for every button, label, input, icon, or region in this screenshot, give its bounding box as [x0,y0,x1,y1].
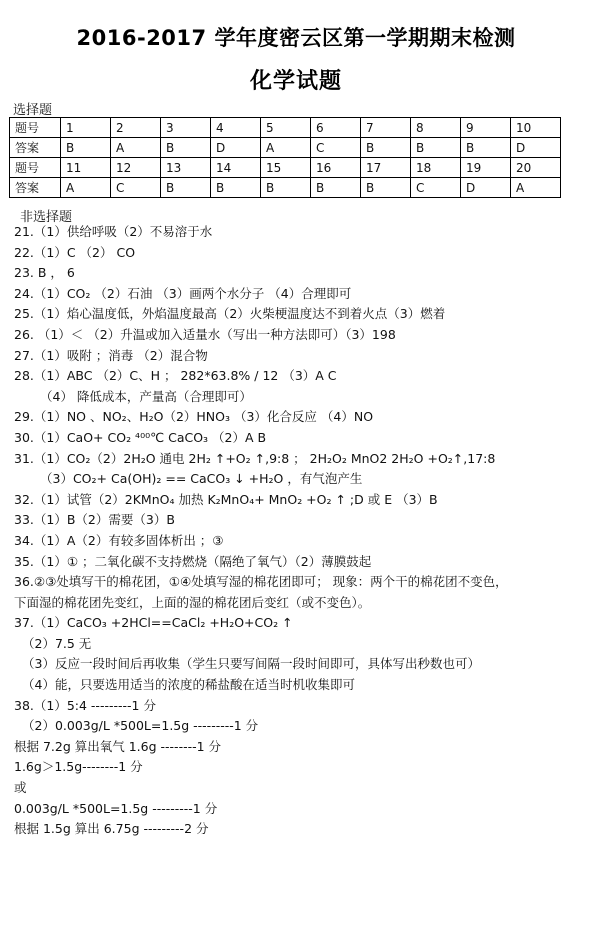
answer-line: 27.（1）吸附 ；消毒 （2）混合物 [14,347,208,363]
answer-line: 26. （1）＜ （2）升温或加入适量水（写出一种方法即可）（3）198 [14,326,396,342]
answer-line: 22.（1）C （2） CO [14,244,136,260]
answer-line: 24.（1）CO₂ （2）石油 （3）画两个水分子 （4）合理即可 [14,285,352,301]
answer-line: 38.（1）5:4 ---------1 分 [14,697,156,713]
answer-line: 根据 7.2g 算出氧气 1.6g --------1 分 [14,738,222,754]
answer-line: （3）CO₂+ Ca(OH)₂ == CaCO₃ ↓ +H₂O ，有气泡产生 [40,471,363,487]
table-cell: B [411,138,461,158]
answer-line: 31.（1）CO₂（2）2H₂O 通电 2H₂ ↑+O₂ ↑,9:8 ； 2H₂O₂ MnO2 2H₂O +O₂↑,17:8 [14,450,496,466]
table-cell: D [511,138,561,158]
table-cell: B [161,178,211,198]
answer-line: 23. B ， 6 [14,265,75,281]
table-cell: B [261,178,311,198]
table-cell: B [161,138,211,158]
table-cell: C [311,138,361,158]
nonchoice-section-label: 非选择题 [20,210,73,225]
table-cell: A [111,138,161,158]
answer-line: （2）7.5 无 [22,635,92,651]
table-cell: 19 [461,158,511,178]
answer-line: 根据 1.5g 算出 6.75g ---------2 分 [14,821,209,837]
table-cell: D [461,178,511,198]
row-header-cell: 答案 [10,178,61,198]
table-cell: 17 [361,158,411,178]
table-cell: D [211,138,261,158]
table-cell: B [461,138,511,158]
answer-line: 37.（1）CaCO₃ +2HCl==CaCl₂ +H₂O+CO₂ ↑ [14,615,293,631]
answer-line: 0.003g/L *500L=1.5g ---------1 分 [14,800,218,816]
table-cell: 10 [511,118,561,138]
table-row [10,178,561,198]
table-cell: B [361,138,411,158]
answer-line: （3）反应一段时间后再收集（学生只要写间隔一段时间即可，具体写出秒数也可） [22,656,480,672]
table-cell: 16 [311,158,361,178]
answer-line: 1.6g＞1.5g--------1 分 [14,759,143,775]
table-cell: 11 [61,158,111,178]
row-header-cell: 题号 [10,118,61,138]
table-cell: 9 [461,118,511,138]
row-header-cell: 答案 [10,138,61,158]
table-cell: 18 [411,158,461,178]
answer-line: 25.（1）焰心温度低，外焰温度最高（2）火柴梗温度达不到着火点（3）燃着 [14,306,446,322]
answer-line: 33.（1）B（2）需要（3）B [14,512,175,528]
table-cell: 14 [211,158,261,178]
page-subtitle: 化学试题 [249,69,342,94]
answer-line: 下面湿的棉花团先变红，上面的湿的棉花团后变红（或不变色）。 [14,594,371,610]
table-cell: 8 [411,118,461,138]
table-cell: A [511,178,561,198]
table-cell: C [411,178,461,198]
table-cell: 7 [361,118,411,138]
answer-line: 或 [14,780,27,796]
answer-line: （2）0.003g/L *500L=1.5g ---------1 分 [22,718,259,734]
answer-line: 30.（1）CaO+ CO₂ ⁴⁰⁰℃ CaCO₃ （2）A B [14,429,267,445]
table-cell: A [61,178,111,198]
table-cell: 5 [261,118,311,138]
answer-line: 21.（1）供给呼吸（2）不易溶于水 [14,224,213,239]
answer-line: 32.（1）试管（2）2KMnO₄ 加热 K₂MnO₄+ MnO₂ +O₂ ↑ ;D 或 E （3）B [14,491,438,507]
row-header-cell: 题号 [10,158,61,178]
table-cell: B [361,178,411,198]
answer-line: 28.（1）ABC （2）C、H ； 282*63.8% / 12 （3）A C [14,368,337,384]
table-cell: 1 [61,118,111,138]
table-cell: A [261,138,311,158]
answer-line: （4）能，只要选用适当的浓度的稀盐酸在适当时机收集即可 [22,677,355,693]
choice-answer-table [9,117,561,198]
table-row [10,158,561,178]
table-row [10,138,561,158]
page-title: 2016-2017 学年度密云区第一学期期末检测 [76,26,516,50]
answer-line: 34.（1）A（2）有较多固体析出 ；③ [14,532,224,548]
answer-line: 35.（1）① ；二氧化碳不支持燃烧（隔绝了氧气）（2）薄膜鼓起 [14,553,372,569]
answer-line: 29.（1）NO 、NO₂、H₂O（2）HNO₃ （3）化合反应 （4）NO [14,409,374,425]
table-cell: B [211,178,261,198]
table-cell: 2 [111,118,161,138]
answer-line: （4） 降低成本，产量高（合理即可） [40,388,252,404]
table-row [10,118,561,138]
table-cell: C [111,178,161,198]
choice-section-label: 选择题 [13,103,53,118]
table-cell: B [61,138,111,158]
table-cell: 6 [311,118,361,138]
nonchoice-answer-list [14,222,584,840]
table-cell: 12 [111,158,161,178]
table-cell: B [311,178,361,198]
answer-line: 36.②③处填写干的棉花团，①④处填写湿的棉花团即可； 现象：两个干的棉花团不变色， [14,574,508,590]
table-cell: 13 [161,158,211,178]
table-cell: 4 [211,118,261,138]
table-cell: 20 [511,158,561,178]
table-cell: 3 [161,118,211,138]
table-cell: 15 [261,158,311,178]
